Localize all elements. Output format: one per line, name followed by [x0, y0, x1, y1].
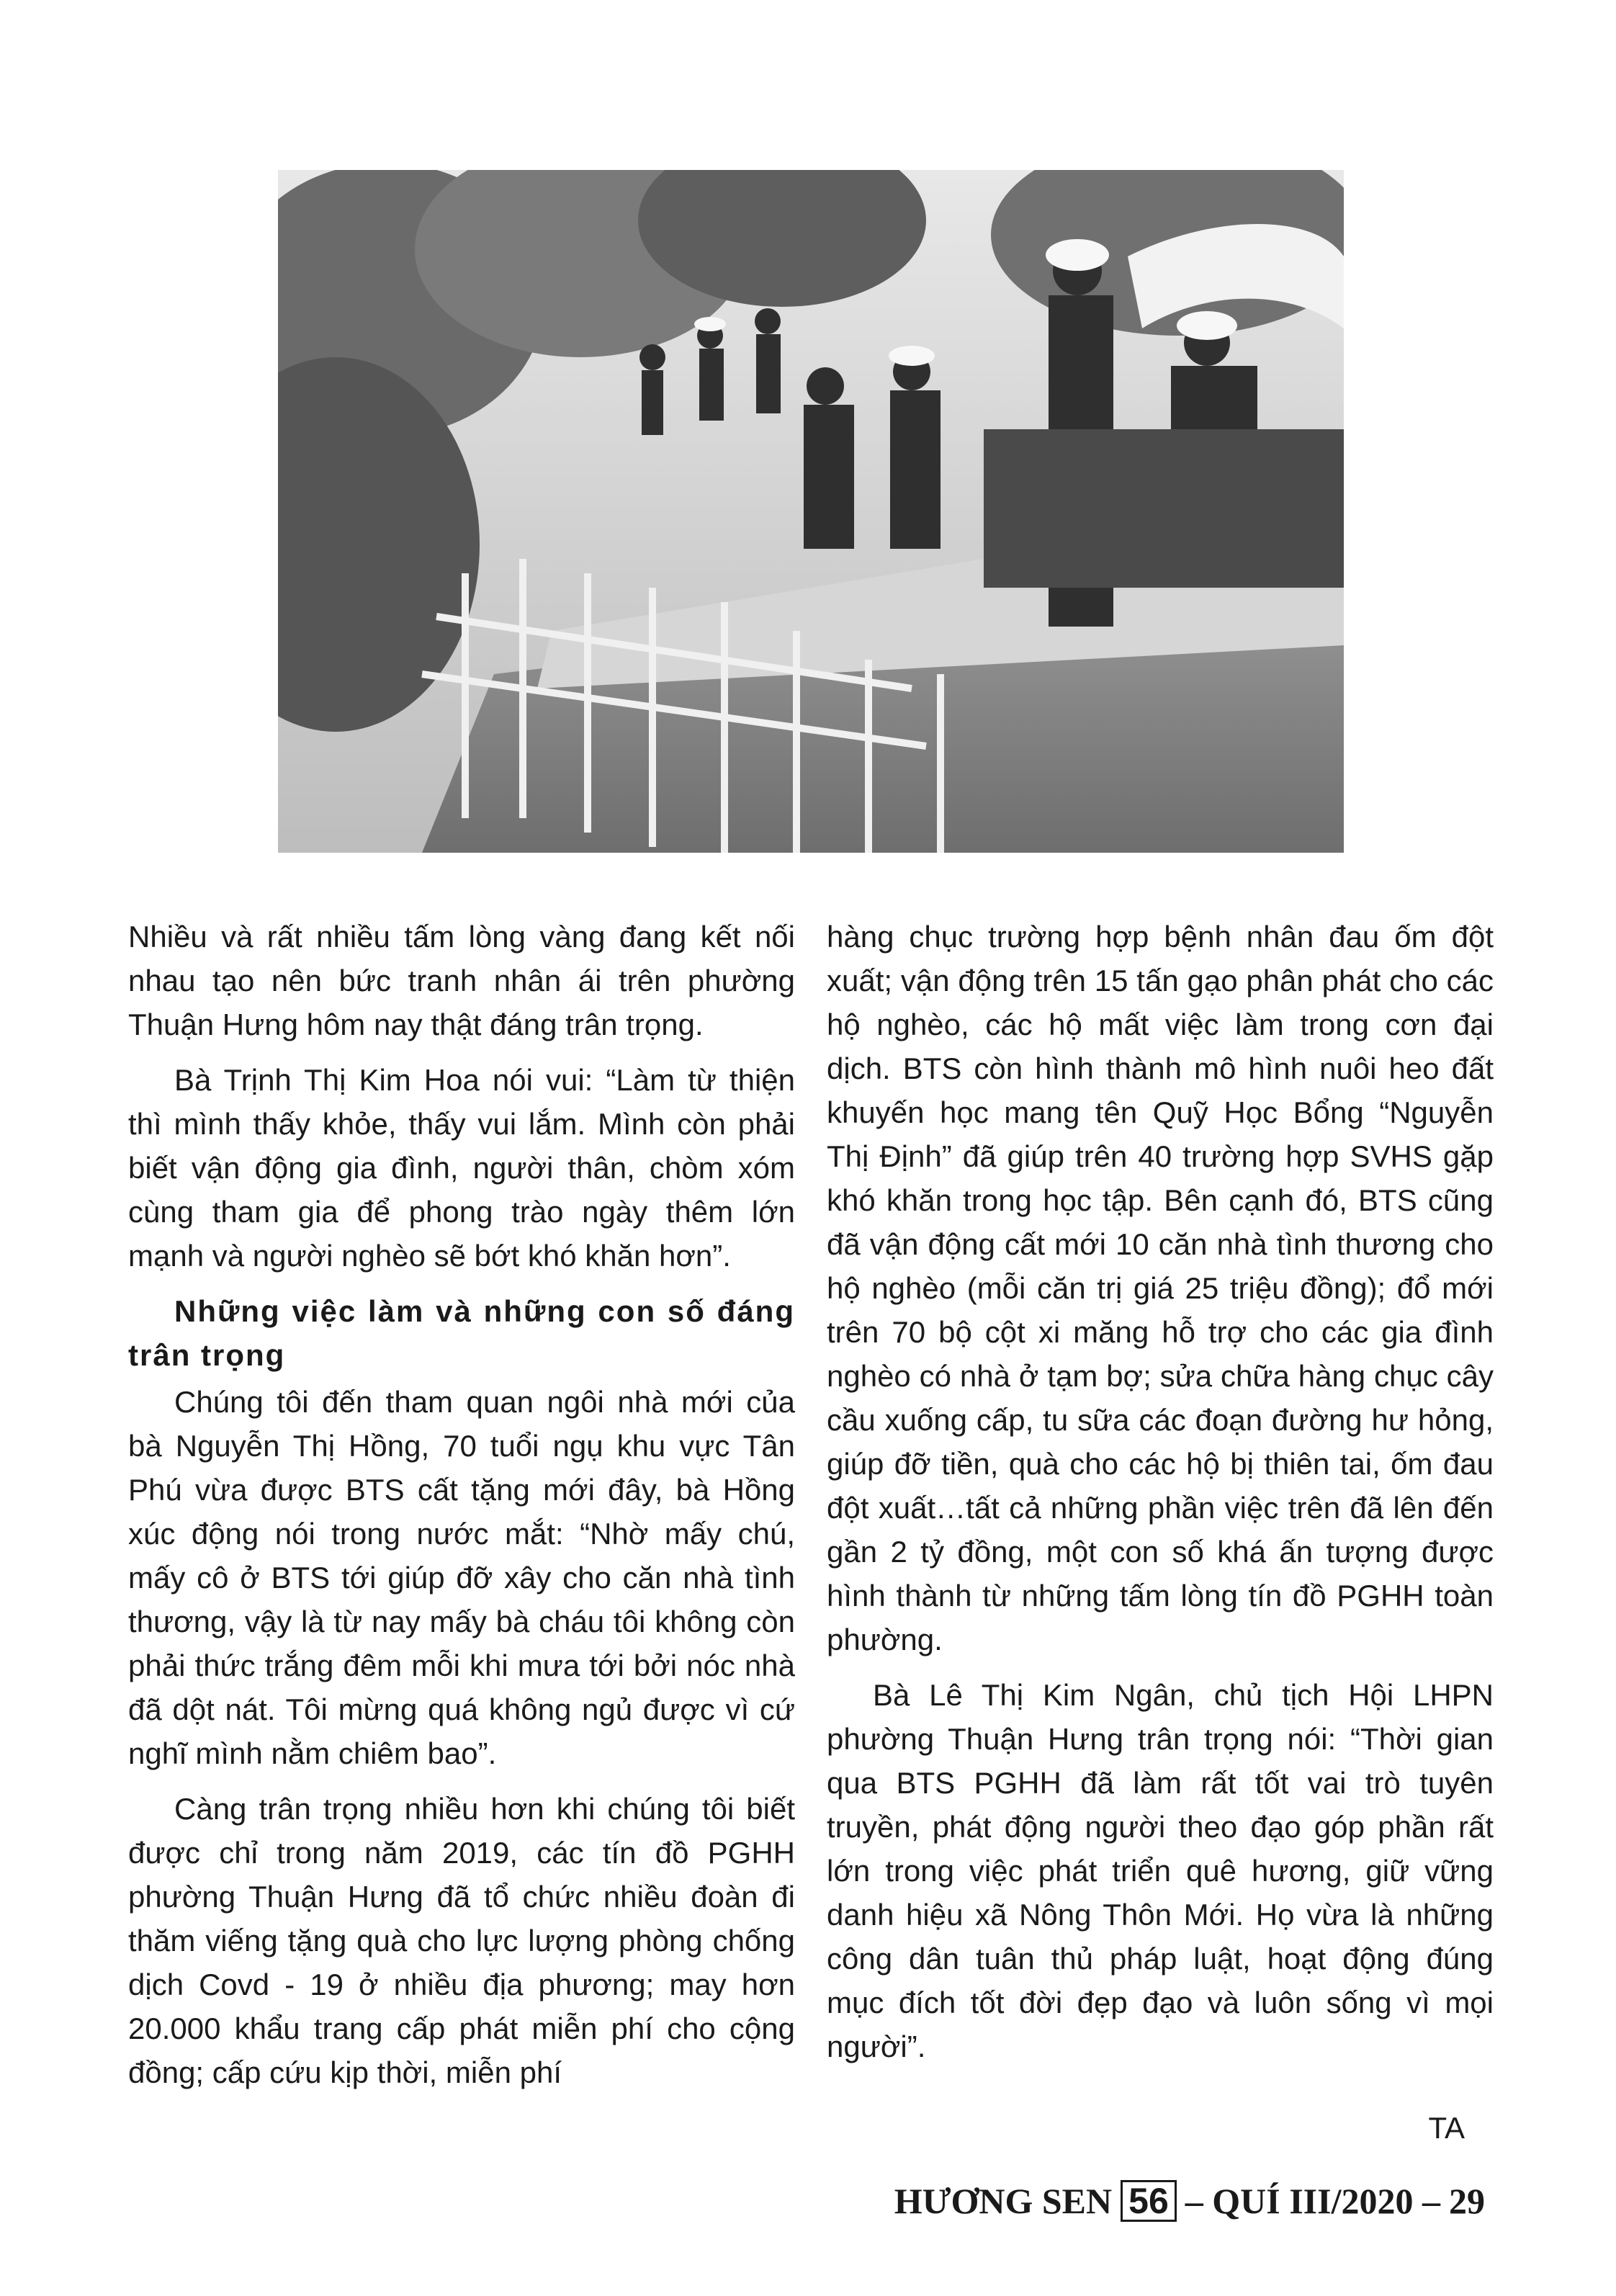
- paragraph: Càng trân trọng nhiều hơn khi chúng tôi biết được chỉ trong năm 2019, các tín đồ PGHH phường Thuận Hưng đã tổ chức nhiều đoàn đi thăm viếng tặng quà cho lực lượng phòng chống dịch Covd - 19 ở nhiều địa phương; may hơn 20.000 khẩu trang cấp phát miễn phí cho cộng đồng; cấp cứu kịp thời, miễn phí: [128, 1792, 795, 2089]
- paragraph: hàng chục trường hợp bệnh nhân đau ốm đột xuất; vận động trên 15 tấn gạo phân phát cho các hộ nghèo, các hộ mất việc làm trong cơn đại dịch. BTS còn hình thành mô hình nuôi heo đất khuyến học mang tên Quỹ Học Bổng “Nguyễn Thị Định” đã giúp trên 40 trường hợp SVHS gặp khó khăn trong học tập. Bên cạnh đó, BTS cũng đã vận động cất mới 10 căn nhà tình thương cho hộ nghèo (mỗi căn trị giá 25 triệu đồng); đổ mới trên 70 bộ cột xi măng hỗ trợ cho các gia đình nghèo có nhà ở tạm bợ; sửa chữa hàng chục cây cầu xuống cấp, tu sữa các đoạn đường hư hỏng, giúp đỡ tiền, quà cho các hộ bị thiên tai, ốm đau đột xuất…tất cả những phần việc trên đã lên đến gần 2 tỷ đồng, một con số khá ấn tượng được hình thành từ những tấm lòng tín đồ PGHH toàn phường.: [827, 920, 1494, 1656]
- article-photo: [278, 170, 1344, 853]
- right-column: [827, 915, 1494, 2080]
- page-number: 29: [1449, 2181, 1485, 2221]
- author-signature: TA: [1428, 2111, 1465, 2145]
- paragraph: Chúng tôi đến tham quan ngôi nhà mới của bà Nguyễn Thị Hồng, 70 tuổi ngụ khu vực Tân Phú vừa được BTS cất tặng mới đây, bà Hồng xúc động nói trong nước mắt: “Nhờ mấy chú, mấy cô ở BTS tới giúp đỡ xây cho căn nhà tình thương, vậy là từ nay mấy bà cháu tôi không còn phải thức trắng đêm mỗi khi mưa tới bởi nóc nhà đã dột nát. Tôi mừng quá không ngủ được vì cứ nghĩ mình nằm chiêm bao”.: [128, 1385, 795, 1770]
- paragraph: Nhiều và rất nhiều tấm lòng vàng đang kết nối nhau tạo nên bức tranh nhân ái trên phường Thuận Hưng hôm nay thật đáng trân trọng.: [128, 920, 795, 1041]
- paragraph: Bà Trịnh Thị Kim Hoa nói vui: “Làm từ thiện thì mình thấy khỏe, thấy vui lắm. Mình còn phải biết vận động gia đình, người thân, chòm xóm cùng tham gia để phong trào ngày thêm lớn mạnh và người nghèo sẽ bớt khó khăn hơn”.: [128, 1063, 795, 1273]
- section-heading: Những việc làm và những con số đáng trân trọng: [128, 1294, 795, 1372]
- left-column: [128, 915, 795, 2106]
- page-footer: [894, 2179, 1485, 2223]
- issue-period: – QUÍ III/2020 –: [1185, 2181, 1440, 2221]
- issue-number: 56: [1121, 2180, 1177, 2222]
- paragraph: Bà Lê Thị Kim Ngân, chủ tịch Hội LHPN phường Thuận Hưng trân trọng nói: “Thời gian qua BTS PGHH đã làm rất tốt vai trò tuyên truyền, phát động người theo đạo góp phần rất lớn trong việc phát triển quê hương, giữ vững danh hiệu xã Nông Thôn Mới. Họ vừa là những công dân tuân thủ pháp luật, hoạt động đúng mục đích tốt đời đẹp đạo và luôn sống vì mọi người”.: [827, 1678, 1494, 2063]
- magazine-name: HƯƠNG SEN: [894, 2181, 1113, 2221]
- construction-photo-icon: [278, 170, 1344, 853]
